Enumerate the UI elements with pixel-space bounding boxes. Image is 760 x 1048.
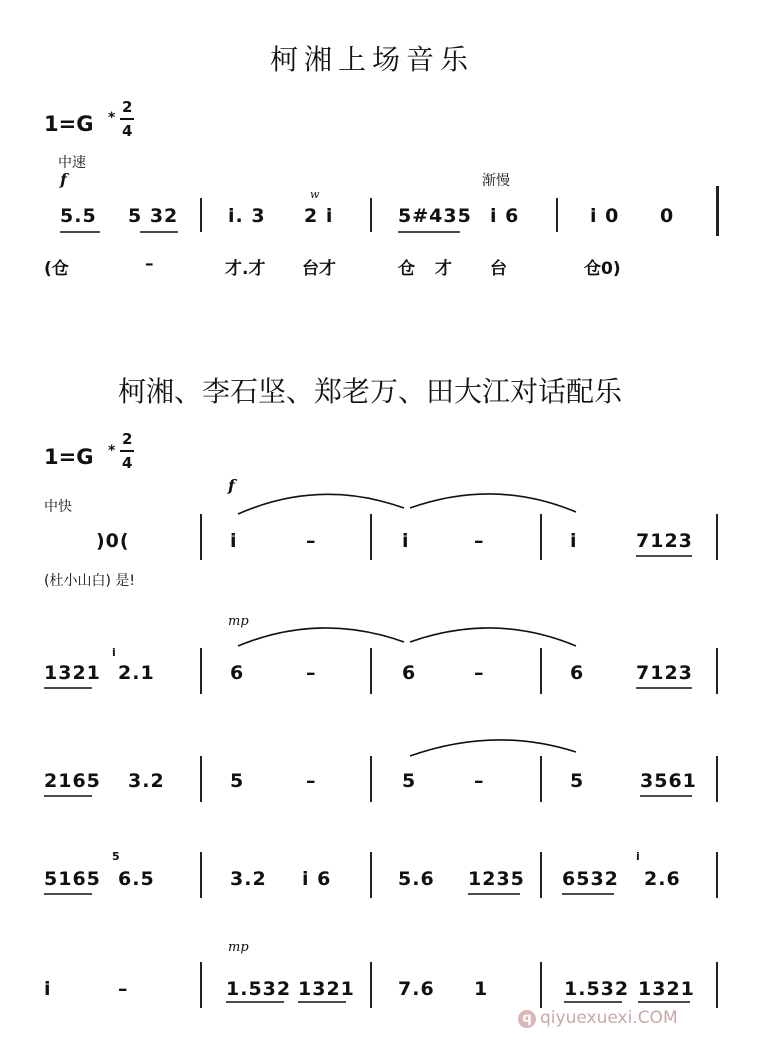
s2-note: –: [306, 530, 317, 552]
s2-note: 1321: [638, 978, 695, 1000]
s1-perc: (仓: [44, 259, 69, 279]
s2-note: 1321: [44, 662, 101, 684]
s2-note: 1321: [298, 978, 355, 1000]
s2-note: i: [44, 978, 52, 1000]
s2-note: 3.2: [128, 770, 165, 792]
s1-perc: –: [145, 254, 154, 274]
s2-note: 1235: [468, 868, 525, 890]
s2-note: i 6: [302, 868, 332, 890]
s2-note: 5: [230, 770, 245, 792]
section1-tempo: 中速: [58, 155, 86, 171]
section1-tempo-change: 渐慢: [482, 173, 510, 189]
section1-time-bottom: 4: [122, 122, 133, 140]
s2-note: 3.2: [230, 868, 267, 890]
s2-row2-dynamic: mp: [228, 614, 249, 629]
section2-time-bottom: 4: [122, 454, 133, 472]
s2-note: 5: [570, 770, 585, 792]
s2-row5-dynamic: mp: [228, 940, 249, 955]
s2-row1-dynamic: f: [228, 476, 235, 495]
s2-note: 7.6: [398, 978, 435, 1000]
section1-title: 柯湘上场音乐: [270, 43, 475, 76]
slur: [238, 628, 404, 646]
section2-title: 柯湘、李石坚、郑老万、田大江对话配乐: [118, 375, 623, 408]
slur: [410, 494, 576, 512]
section1-time-top: 2: [122, 98, 133, 116]
s2-note: –: [306, 662, 317, 684]
s2-note: 2.6: [644, 868, 681, 890]
s2-note: 5: [402, 770, 417, 792]
watermark-text: qiyuexuexi.COM: [540, 1008, 678, 1028]
s1-note: 5.5: [60, 205, 97, 227]
section2-tempo: 中快: [44, 499, 72, 515]
s2-note: –: [474, 530, 485, 552]
s2-note: –: [118, 978, 129, 1000]
s2-note: 6: [570, 662, 585, 684]
s2-note: 5.6: [398, 868, 435, 890]
s2-note: 3561: [640, 770, 697, 792]
s2-note: i: [230, 530, 238, 552]
s2-note: 2165: [44, 770, 101, 792]
s1-note: i. 3: [228, 205, 266, 227]
section2-key: 1=G: [44, 445, 94, 469]
s2-note: 5165: [44, 868, 101, 890]
s1-perc: 仓0): [584, 259, 621, 279]
s2-note: i: [570, 530, 578, 552]
s1-perc: 台: [490, 259, 507, 279]
s1-ornament: w: [310, 188, 320, 201]
s2-grace: i: [636, 850, 640, 863]
slur: [410, 628, 576, 646]
watermark-logo-icon: q: [518, 1010, 536, 1028]
s1-perc: 才: [435, 259, 452, 279]
s1-perc: 仓: [398, 259, 415, 279]
s2-note: –: [474, 770, 485, 792]
s2-note: i: [402, 530, 410, 552]
s1-note: 0: [660, 205, 675, 227]
slur: [238, 494, 404, 514]
s1-note: 5#435: [398, 205, 472, 227]
s2-note: 1.532: [226, 978, 292, 1000]
s2-note: 7123: [636, 530, 693, 552]
section1-dynamic: f: [60, 170, 67, 189]
s2-note: 2.1: [118, 662, 155, 684]
s1-perc: 台才: [302, 259, 336, 279]
s1-note: i 0: [590, 205, 620, 227]
slur: [410, 740, 576, 756]
s1-perc: 才.才: [225, 259, 266, 279]
section1-time-star: *: [108, 110, 116, 126]
s2-note: 1: [474, 978, 489, 1000]
s2-note: 7123: [636, 662, 693, 684]
s2-note: 6.5: [118, 868, 155, 890]
s2-grace: 5: [112, 850, 120, 863]
s2-note: )0(: [96, 530, 130, 552]
section2-time-star: *: [108, 443, 116, 459]
section2-time-top: 2: [122, 430, 133, 448]
s2-row1-lyric: (杜小山白) 是!: [44, 573, 135, 589]
s2-note: 1.532: [564, 978, 630, 1000]
s1-note: 2 i: [304, 205, 334, 227]
s1-note: 5 32: [128, 205, 179, 227]
s2-note: 6532: [562, 868, 619, 890]
s2-note: 6: [230, 662, 245, 684]
s1-note: i 6: [490, 205, 520, 227]
s2-grace: i: [112, 646, 116, 659]
s2-note: 6: [402, 662, 417, 684]
section1-key: 1=G: [44, 112, 94, 136]
s2-note: –: [474, 662, 485, 684]
s2-note: –: [306, 770, 317, 792]
